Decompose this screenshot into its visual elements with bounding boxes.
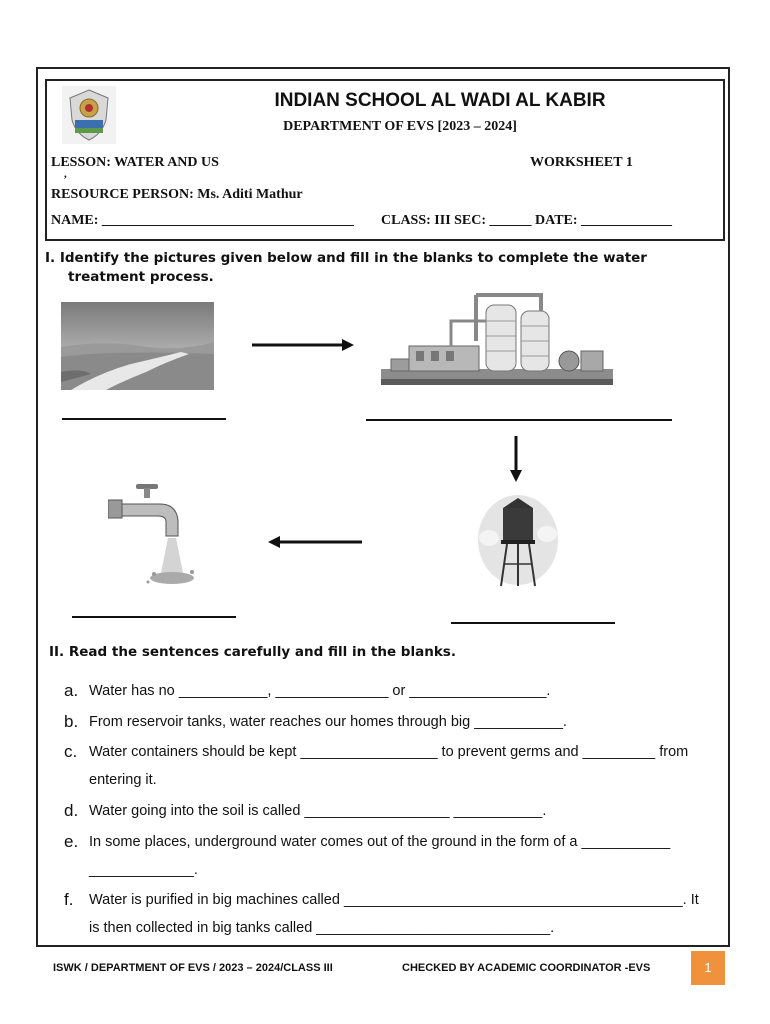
arrow-right-icon	[250, 337, 356, 353]
page-number: 1	[691, 951, 725, 985]
arrow-down-icon	[508, 434, 524, 484]
class-sec-date-label: CLASS: III SEC: ______ DATE: _____________	[381, 213, 673, 228]
answer-blank-river[interactable]	[62, 418, 226, 420]
item-e-letter: e.	[64, 832, 79, 851]
item-c-text-cont: entering it.	[89, 772, 157, 788]
river-picture	[61, 302, 214, 390]
item-a-letter: a.	[64, 681, 79, 700]
footer-department: ISWK / DEPARTMENT OF EVS / 2023 – 2024/CLASS III	[53, 962, 333, 974]
item-b-text: From reservoir tanks, water reaches our homes through big ___________.	[89, 714, 567, 730]
item-b-letter: b.	[64, 712, 79, 731]
footer-checked-by: CHECKED BY ACADEMIC COORDINATOR -EVS	[402, 962, 651, 974]
answer-blank-water-tower[interactable]	[451, 622, 615, 624]
school-logo	[62, 86, 116, 144]
item-f-text-cont: is then collected in big tanks called _____________________________.	[89, 920, 555, 936]
item-c-letter: c.	[64, 742, 78, 761]
worksheet-label: WORKSHEET 1	[530, 155, 633, 170]
item-e-text: In some places, underground water comes out of the ground in the form of a ___________	[89, 834, 671, 850]
item-d-text: Water going into the soil is called __________________ ___________.	[89, 803, 547, 819]
department-title: DEPARTMENT OF EVS [2023 – 2024]	[283, 119, 517, 134]
resource-person: RESOURCE PERSON: Ms. Aditi Mathur	[51, 187, 303, 202]
item-c-text: Water containers should be kept _________________ to prevent germs and _________ from	[89, 744, 689, 760]
stray-mark: ,	[64, 168, 67, 180]
item-f-letter: f.	[64, 890, 74, 909]
name-field-label: NAME: ____________________________________	[51, 213, 354, 228]
answer-blank-tap[interactable]	[72, 616, 236, 618]
lesson-label: LESSON: WATER AND US	[51, 155, 219, 170]
tap-picture	[108, 478, 198, 588]
item-e-text-cont: _____________.	[89, 862, 198, 878]
section-1-title: I. Identify the pictures given below and fill in the blanks to complete the water	[45, 250, 647, 266]
section-1-title-cont: treatment process.	[68, 269, 214, 285]
treatment-plant-picture	[381, 291, 613, 389]
water-tower-picture	[477, 494, 559, 587]
school-name: INDIAN SCHOOL AL WADI AL KABIR	[274, 90, 606, 111]
answer-blank-treatment-plant[interactable]	[366, 419, 672, 421]
item-a-text: Water has no ___________, ______________ or _________________.	[89, 683, 551, 699]
arrow-left-icon	[266, 534, 364, 550]
item-f-text: Water is purified in big machines called __________________________________________. It	[89, 892, 699, 908]
section-2-title: II. Read the sentences carefully and fill in the blanks.	[49, 644, 456, 660]
item-d-letter: d.	[64, 801, 79, 820]
